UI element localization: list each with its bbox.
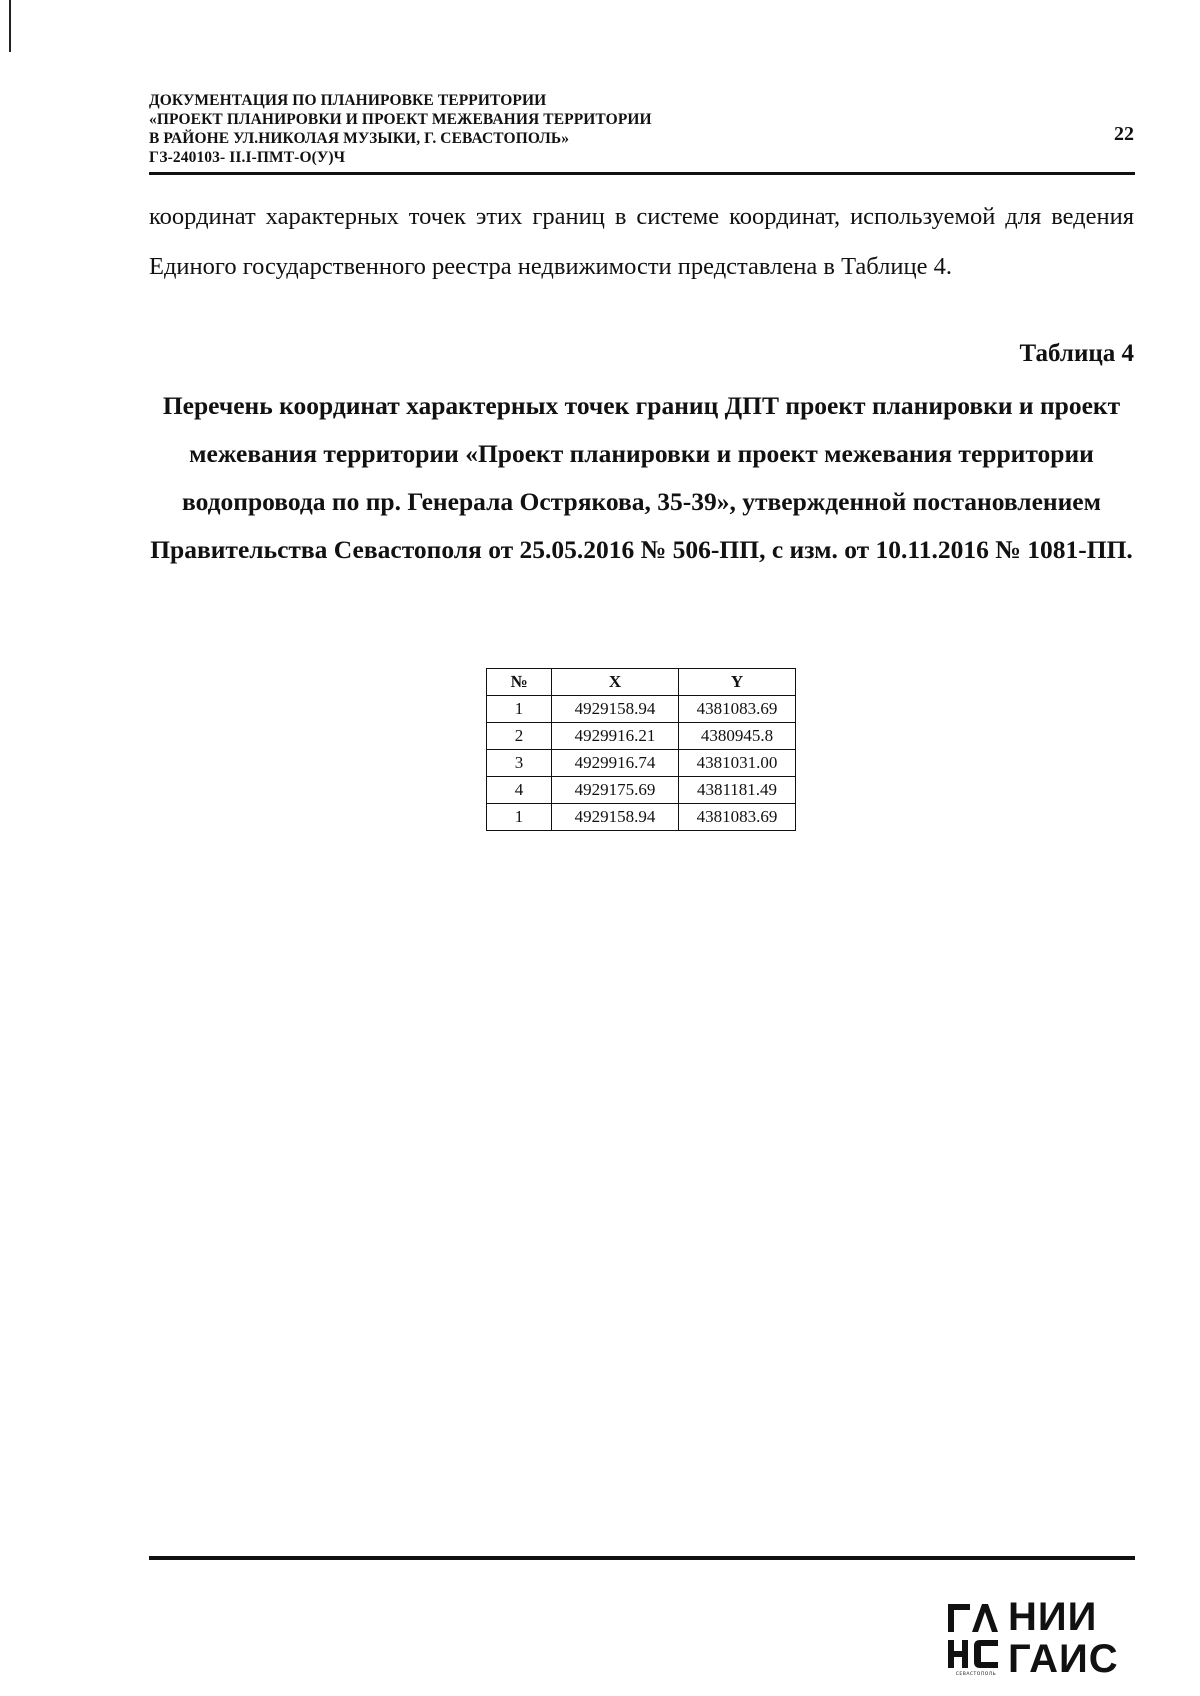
point-number: 1 [487, 804, 552, 831]
table-row [487, 804, 796, 831]
logo-wordmark [1008, 1596, 1119, 1680]
table-row [487, 696, 796, 723]
coordinate-y: 4381181.49 [679, 777, 796, 804]
scan-edge-mark [9, 0, 11, 52]
coordinate-y: 4381083.69 [679, 696, 796, 723]
header-title-block [149, 91, 1134, 167]
page-number: 22 [1114, 123, 1134, 145]
logo-subtitle: СЕВАСТОПОЛЬ [955, 1672, 997, 1677]
document-header [149, 91, 1134, 167]
footer-divider [149, 1556, 1135, 1560]
coordinates-table [486, 668, 796, 831]
logo-line-2: ГАИС [1008, 1637, 1119, 1681]
body-paragraph: координат характерных точек этих границ в системе координат, используемой для ведения Единого государственного реестра недвижимости представлена в Таблице 4. [149, 203, 1134, 280]
header-document-code: ГЗ-240103- II.I-ПМТ-О(У)Ч [149, 149, 346, 166]
coordinate-y: 4380945.8 [679, 723, 796, 750]
coordinate-x: 4929916.21 [552, 723, 679, 750]
nii-gais-logo [946, 1596, 1134, 1680]
column-header-x: X [552, 669, 679, 696]
coordinate-y: 4381083.69 [679, 804, 796, 831]
point-number: 1 [487, 696, 552, 723]
header-divider [149, 172, 1135, 175]
coordinate-x: 4929158.94 [552, 804, 679, 831]
table-row [487, 750, 796, 777]
header-line-3: В РАЙОНЕ УЛ.НИКОЛАЯ МУЗЫКИ, Г. СЕВАСТОПОЛЬ» [149, 130, 570, 147]
coordinate-x: 4929916.74 [552, 750, 679, 777]
coordinate-x: 4929158.94 [552, 696, 679, 723]
table-header-row [487, 669, 796, 696]
coordinate-y: 4381031.00 [679, 750, 796, 777]
header-line-1: ДОКУМЕНТАЦИЯ ПО ПЛАНИРОВКЕ ТЕРРИТОРИИ [149, 92, 547, 109]
coordinate-x: 4929175.69 [552, 777, 679, 804]
column-header-number: № [487, 669, 552, 696]
point-number: 2 [487, 723, 552, 750]
table-row [487, 777, 796, 804]
column-header-y: Y [679, 669, 796, 696]
logo-mark-icon [946, 1600, 1000, 1674]
table-caption: Таблица 4 [1019, 340, 1134, 367]
header-line-2: «ПРОЕКТ ПЛАНИРОВКИ И ПРОЕКТ МЕЖЕВАНИЯ ТЕРРИТОРИИ [149, 111, 652, 128]
table-row [487, 723, 796, 750]
point-number: 4 [487, 777, 552, 804]
logo-line-1: НИИ [1008, 1595, 1098, 1639]
table-title: Перечень координат характерных точек границ ДПТ проект планировки и проект межевания территории «Проект планировки и проект межевания территории водопровода по пр. Генерала Острякова, 35-39», утвержденной постановлением Правительства Севастополя от 25.05.2016 № 506-ПП, с изм. от 10.11.2016 № 1081-ПП. [150, 391, 1133, 564]
point-number: 3 [487, 750, 552, 777]
